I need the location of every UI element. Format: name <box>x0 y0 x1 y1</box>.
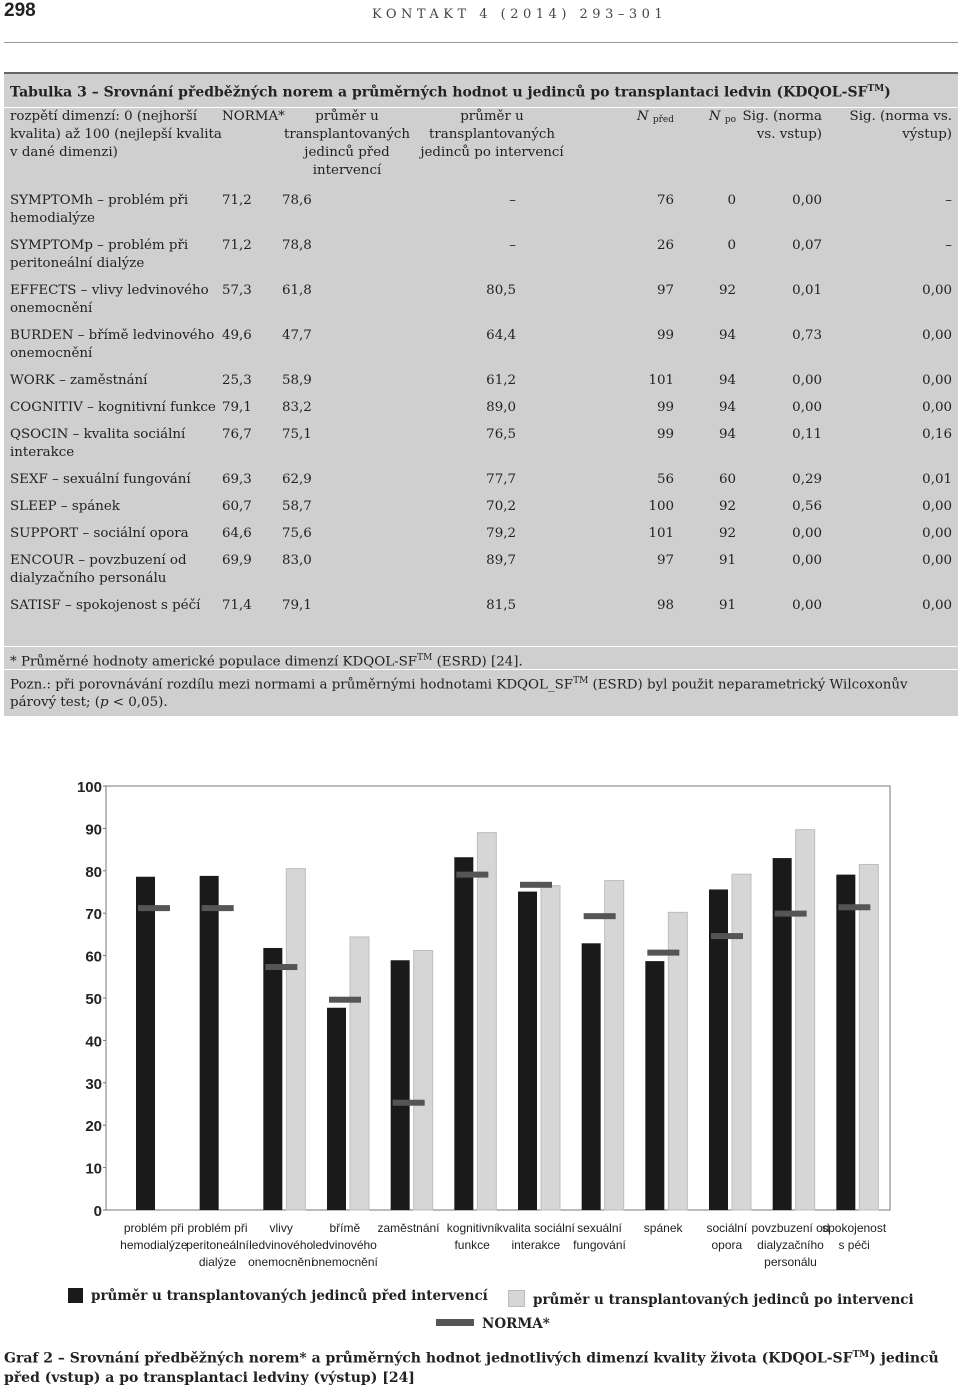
y-tick-label: 10 <box>85 1160 102 1178</box>
x-tick-line: zaměstnání <box>377 1221 440 1235</box>
norma-marker <box>329 997 361 1003</box>
footnote-tm: TM <box>417 653 433 663</box>
table-row <box>4 395 958 422</box>
cell-after: 89,7 <box>486 553 516 568</box>
note-end: < 0,05). <box>108 695 168 711</box>
norma-marker <box>265 964 297 970</box>
col-n-before-main: N <box>636 109 649 124</box>
cell-sig-in: 0,00 <box>792 526 822 541</box>
x-tick-line: spokojenost <box>822 1221 887 1235</box>
bar-before <box>391 960 410 1210</box>
bar-before <box>454 857 473 1210</box>
table-title <box>4 72 958 108</box>
legend-label-norma: NORMA* <box>482 1316 550 1332</box>
y-tick-label: 100 <box>76 779 102 796</box>
table-row <box>4 278 958 323</box>
x-tick-line: sociální <box>706 1221 748 1235</box>
col-after: průměr u transplantovaných jedinců po intervencí <box>420 109 564 160</box>
y-tick-label: 90 <box>85 821 102 839</box>
plot-area <box>106 786 890 1210</box>
bar-after <box>859 864 878 1210</box>
y-tick-label: 0 <box>93 1203 102 1220</box>
norma-marker <box>393 1100 425 1106</box>
cell-after: 64,4 <box>486 328 516 343</box>
table-title-text: Tabulka 3 – Srovnání předběžných norem a průměrných hodnot u jedinců po transplantaci ledvin (KDQOL-SF <box>10 84 868 101</box>
x-tick-label <box>814 1220 894 1254</box>
footnote-text: * Průměrné hodnoty americké populace dimenzí KDQOL-SF <box>10 654 418 670</box>
bar-after <box>605 881 624 1210</box>
bar-after <box>732 874 751 1210</box>
cell-sig-in: 0,00 <box>792 553 822 568</box>
bar-before <box>518 892 537 1210</box>
cell-sig-in: 0,11 <box>792 427 822 442</box>
cell-before: 75,6 <box>282 526 312 541</box>
cell-after: 61,2 <box>486 373 516 388</box>
cell-sig-in: 0,00 <box>792 400 822 415</box>
x-tick-line: problém při <box>187 1221 248 1235</box>
x-tick-line: hemodialýze <box>120 1238 188 1252</box>
y-tick-label: 50 <box>85 991 102 1008</box>
table-row <box>4 593 958 620</box>
table-row <box>4 368 958 395</box>
header-rule <box>4 42 958 43</box>
cell-n-after: 92 <box>718 283 736 298</box>
table-row <box>4 422 958 467</box>
x-tick-line: opora <box>711 1238 743 1252</box>
cell-sig-out: 0,01 <box>922 472 952 487</box>
norma-marker <box>584 913 616 919</box>
cell-after: – <box>509 238 516 253</box>
cell-n-before: 99 <box>656 328 674 343</box>
table-row <box>4 186 958 233</box>
cell-n-after: 94 <box>718 400 736 415</box>
x-tick-line: fungování <box>573 1238 626 1252</box>
cell-before: 78,6 <box>282 193 312 208</box>
table-3 <box>4 72 958 716</box>
col-norma: NORMA* <box>222 109 285 124</box>
bar-after <box>350 937 369 1210</box>
norma-marker <box>647 950 679 956</box>
cell-after: 76,5 <box>486 427 516 442</box>
cell-dim: EFFECTS – vlivy ledvinového onemocnění <box>10 283 209 316</box>
cell-before: 62,9 <box>282 472 312 487</box>
caption-end: ) jedinců před (vstup) a po transplantaci ledviny (výstup) [24] <box>4 1350 939 1386</box>
note-mid: (ESRD) byl použit neparametrický Wilcoxonův párový test; ( <box>10 677 908 711</box>
x-tick-line: problém při <box>123 1221 184 1235</box>
cell-sig-in: 0,00 <box>792 598 822 613</box>
col-n-after-main: N <box>708 109 721 124</box>
bar-before <box>200 876 219 1210</box>
caption-text: Graf 2 – Srovnání předběžných norem* a průměrných hodnot jednotlivých dimenzí kvality života (KDQOL-SF <box>4 1350 853 1367</box>
cell-norma: 76,7 <box>222 427 252 442</box>
legend-swatch-after <box>508 1290 525 1307</box>
table-row <box>4 233 958 278</box>
x-tick-line: spánek <box>643 1221 683 1235</box>
table-row <box>4 521 958 548</box>
cell-n-before: 76 <box>656 193 674 208</box>
table-title-tm: TM <box>867 84 885 94</box>
bar-chart <box>60 770 900 1220</box>
cell-after: 79,2 <box>486 526 516 541</box>
x-tick-line: sexuální <box>577 1221 622 1235</box>
cell-dim: SYMPTOMh – problém při hemodialýze <box>10 193 189 226</box>
x-tick-line: ledvinového <box>312 1238 377 1252</box>
note-pre: Pozn.: při porovnávání rozdílu mezi normami a průměrnými hodnotami KDQOL_SF <box>10 677 574 693</box>
bar-after <box>668 912 687 1210</box>
col-n-after-sub: po <box>724 115 736 125</box>
footnote-end: (ESRD) [24]. <box>432 654 523 670</box>
cell-n-after: 94 <box>718 427 736 442</box>
cell-norma: 71,2 <box>222 193 252 208</box>
bar-before <box>327 1008 346 1210</box>
cell-sig-out: 0,16 <box>922 427 952 442</box>
cell-dim: COGNITIV – kognitivní funkce <box>10 400 216 415</box>
norma-marker <box>202 905 234 911</box>
cell-norma: 25,3 <box>222 373 252 388</box>
cell-n-before: 97 <box>656 553 674 568</box>
cell-sig-out: 0,00 <box>922 526 952 541</box>
col-dimension: rozpětí dimenzí: 0 (nejhorší kvalita) až 100 (nejlepší kvalita v dané dimenzi) <box>10 109 222 160</box>
cell-norma: 71,4 <box>222 598 252 613</box>
x-tick-line: dialyzačního <box>757 1238 824 1252</box>
cell-sig-in: 0,00 <box>792 193 822 208</box>
y-tick-label: 30 <box>85 1075 102 1093</box>
cell-before: 58,7 <box>282 499 312 514</box>
cell-n-after: 91 <box>718 598 736 613</box>
x-tick-line: funkce <box>454 1238 490 1252</box>
cell-n-before: 101 <box>648 526 674 541</box>
cell-n-after: 0 <box>727 193 736 208</box>
x-tick-line: onemocnění <box>248 1255 315 1269</box>
cell-sig-in: 0,73 <box>792 328 822 343</box>
table-note <box>4 669 958 714</box>
x-tick-line: kognitivní <box>446 1221 498 1235</box>
cell-n-after: 0 <box>727 238 736 253</box>
cell-n-after: 92 <box>718 526 736 541</box>
page-number: 298 <box>4 0 36 21</box>
table-row <box>4 494 958 521</box>
cell-dim: SYMPTOMp – problém při peritoneální dialýze <box>10 238 189 271</box>
norma-marker <box>711 933 743 939</box>
cell-sig-out: 0,00 <box>922 283 952 298</box>
cell-n-before: 99 <box>656 400 674 415</box>
cell-sig-out: – <box>945 193 952 208</box>
figure-caption <box>4 1346 954 1388</box>
x-tick-line: břímě <box>329 1221 361 1235</box>
legend-label-before: průměr u transplantovaných jedinců před intervencí <box>91 1288 488 1304</box>
cell-after: 80,5 <box>486 283 516 298</box>
cell-after: 81,5 <box>486 598 516 613</box>
legend-norma <box>436 1316 550 1332</box>
cell-norma: 60,7 <box>222 499 252 514</box>
cell-norma: 71,2 <box>222 238 252 253</box>
bar-before <box>582 943 601 1210</box>
cell-dim: BURDEN – břímě ledvinového onemocnění <box>10 328 215 361</box>
legend-swatch-before <box>68 1288 83 1303</box>
x-tick-line: s péči <box>838 1238 870 1252</box>
cell-after: – <box>509 193 516 208</box>
y-tick-label: 70 <box>85 906 102 924</box>
cell-dim: SLEEP – spánek <box>10 499 120 514</box>
table-footnote <box>4 646 958 669</box>
cell-before: 83,0 <box>282 553 312 568</box>
cell-norma: 49,6 <box>222 328 252 343</box>
col-n-before-sub: před <box>652 115 674 125</box>
data-table <box>4 108 958 620</box>
cell-dim: ENCOUR – povzbuzení od dialyzačního personálu <box>10 553 187 586</box>
bar-before <box>836 875 855 1210</box>
cell-n-before: 100 <box>648 499 674 514</box>
legend-label-after: průměr u transplantovaných jedinců po intervenci <box>533 1292 914 1308</box>
legend-swatch-norma <box>436 1319 474 1326</box>
cell-n-before: 98 <box>656 598 674 613</box>
cell-before: 79,1 <box>282 598 312 613</box>
cell-before: 61,8 <box>282 283 312 298</box>
table-row <box>4 323 958 368</box>
cell-norma: 64,6 <box>222 526 252 541</box>
cell-after: 89,0 <box>486 400 516 415</box>
x-tick-line: dialýze <box>198 1255 237 1269</box>
cell-before: 47,7 <box>282 328 312 343</box>
bar-after <box>796 830 815 1210</box>
cell-dim: SEXF – sexuální fungování <box>10 472 191 487</box>
col-n-before <box>572 108 680 186</box>
cell-n-after: 94 <box>718 328 736 343</box>
bar-before <box>645 961 664 1210</box>
cell-before: 58,9 <box>282 373 312 388</box>
cell-dim: QSOCIN – kvalita sociální interakce <box>10 427 186 460</box>
cell-sig-in: 0,01 <box>792 283 822 298</box>
y-tick-label: 60 <box>85 948 102 966</box>
cell-sig-in: 0,56 <box>792 499 822 514</box>
col-sig-before: Sig. (norma vs. vstup) <box>742 109 822 142</box>
cell-norma: 69,9 <box>222 553 252 568</box>
cell-after: 70,2 <box>486 499 516 514</box>
cell-dim: SATISF – spokojenost s péčí <box>10 598 201 613</box>
cell-n-after: 91 <box>718 553 736 568</box>
norma-marker <box>456 872 488 878</box>
cell-n-after: 94 <box>718 373 736 388</box>
table-header-row <box>4 108 958 186</box>
bar-before <box>263 948 282 1210</box>
x-tick-line: povzbuzení od <box>751 1221 830 1235</box>
bar-after <box>414 951 433 1210</box>
cell-sig-out: 0,00 <box>922 499 952 514</box>
table-row <box>4 548 958 593</box>
caption-tm: TM <box>852 1350 870 1360</box>
note-tm: TM <box>573 676 589 686</box>
y-tick-label: 80 <box>85 863 102 881</box>
x-tick-line: ledvinového <box>249 1238 314 1252</box>
cell-n-before: 97 <box>656 283 674 298</box>
cell-sig-out: 0,00 <box>922 373 952 388</box>
cell-norma: 79,1 <box>222 400 252 415</box>
col-sig-after: Sig. (norma vs. výstup) <box>849 109 952 142</box>
legend-before <box>68 1288 488 1304</box>
x-tick-line: onemocnění <box>311 1255 378 1269</box>
cell-sig-in: 0,00 <box>792 373 822 388</box>
cell-n-after: 60 <box>718 472 736 487</box>
cell-n-before: 101 <box>648 373 674 388</box>
cell-n-before: 99 <box>656 427 674 442</box>
x-tick-line: personálu <box>764 1255 817 1269</box>
cell-sig-out: 0,00 <box>922 553 952 568</box>
cell-sig-out: 0,00 <box>922 598 952 613</box>
y-tick-label: 40 <box>85 1033 102 1051</box>
x-tick-line: interakce <box>511 1238 561 1252</box>
cell-dim: WORK – zaměstnání <box>10 373 148 388</box>
x-tick-line: peritoneální <box>186 1238 249 1252</box>
cell-sig-out: 0,00 <box>922 328 952 343</box>
bar-after <box>541 886 560 1210</box>
table-title-end: ) <box>884 84 891 101</box>
cell-n-after: 92 <box>718 499 736 514</box>
x-tick-line: vlivy <box>269 1221 293 1235</box>
bar-after <box>477 833 496 1210</box>
cell-after: 77,7 <box>486 472 516 487</box>
cell-n-before: 56 <box>656 472 674 487</box>
norma-marker <box>520 882 552 888</box>
cell-before: 78,8 <box>282 238 312 253</box>
norma-marker <box>838 904 870 910</box>
table-row <box>4 467 958 494</box>
legend-after <box>508 1290 914 1308</box>
norma-marker <box>775 911 807 917</box>
cell-norma: 57,3 <box>222 283 252 298</box>
col-n-after <box>680 108 736 186</box>
cell-sig-in: 0,07 <box>792 238 822 253</box>
cell-dim: SUPPORT – sociální opora <box>10 526 189 541</box>
y-tick-label: 20 <box>85 1118 102 1136</box>
cell-sig-out: – <box>945 238 952 253</box>
cell-n-before: 26 <box>656 238 674 253</box>
cell-sig-out: 0,00 <box>922 400 952 415</box>
col-before: průměr u transplantovaných jedinců před intervencí <box>283 109 411 178</box>
note-p: p <box>99 695 109 711</box>
bar-before <box>136 877 155 1210</box>
cell-norma: 69,3 <box>222 472 252 487</box>
bar-after <box>286 869 305 1210</box>
norma-marker <box>138 905 170 911</box>
cell-before: 75,1 <box>282 427 312 442</box>
x-tick-line: kvalita sociální <box>496 1221 575 1235</box>
cell-before: 83,2 <box>282 400 312 415</box>
cell-sig-in: 0,29 <box>792 472 822 487</box>
running-title: KONTAKT 4 (2014) 293–301 <box>372 7 668 22</box>
